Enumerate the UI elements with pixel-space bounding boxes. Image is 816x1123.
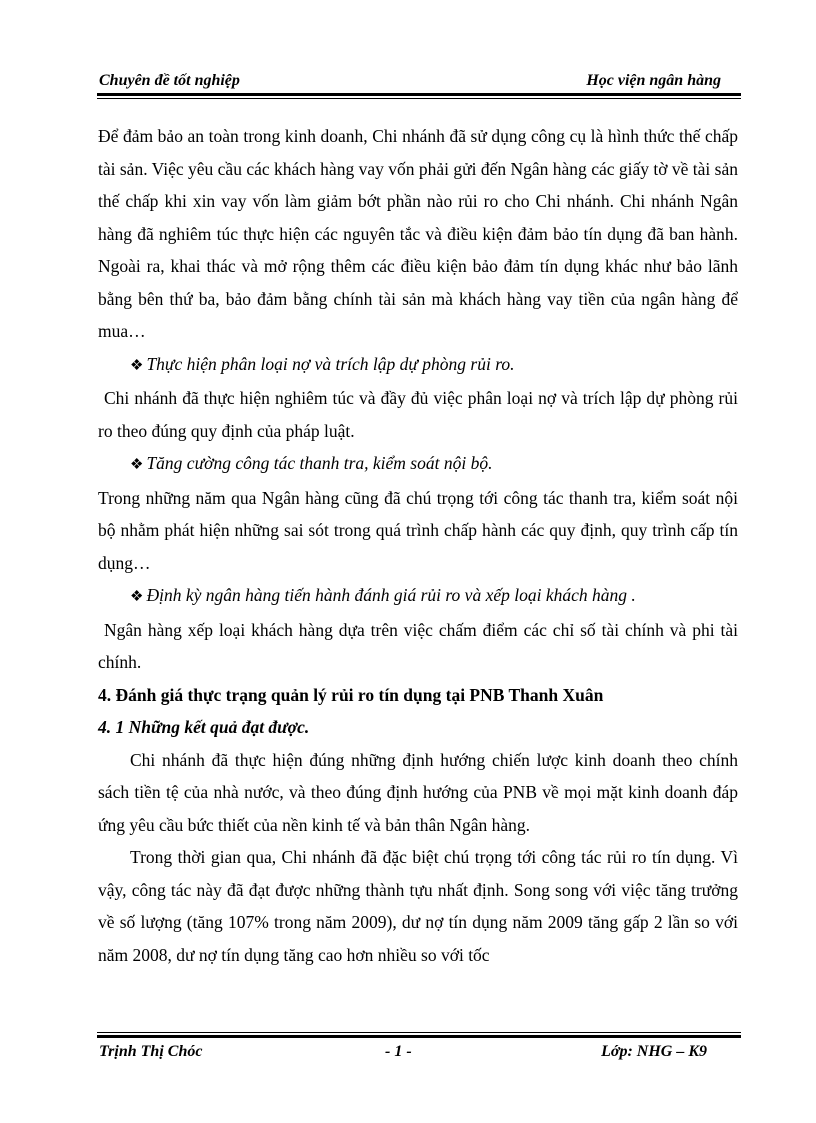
- paragraph-customer-rating: Ngân hàng xếp loại khách hàng dựa trên việc chấm điểm các chỉ số tài chính và phi tài chính.: [98, 619, 738, 672]
- bullet-inspection: [98, 447, 738, 482]
- diamond-bullet-icon: ❖: [130, 589, 144, 605]
- page-content: [98, 120, 738, 971]
- paragraph-achievements: Trong thời gian qua, Chi nhánh đã đặc biệt chú trọng tới công tác rủi ro tín dụng. Vì vậy, công tác này đã đạt được những thành tựu nhất định. Song song với việc tăng trưởng về số lượng (tăng 107% trong năm 2009), dư nợ tín dụng năm 2009 tăng gấp 2 lần so với năm 2008, dư nợ tín dụng tăng cao hơn nhiều so với tốc: [98, 847, 738, 965]
- diamond-bullet-icon: ❖: [130, 357, 144, 374]
- footer-class: Lớp: NHG – K9: [601, 1043, 707, 1060]
- paragraph-inspection: Trong những năm qua Ngân hàng cũng đã chú trọng tới công tác thanh tra, kiểm soát nội bộ nhằm phát hiện những sai sót trong quá trình chấp hành các quy định, quy trình cấp tín dụng…: [98, 487, 738, 573]
- page-header: [97, 70, 737, 92]
- bullet-debt-classification: [98, 348, 738, 383]
- header-document-type: Chuyên đề tốt nghiệp: [99, 72, 240, 89]
- bullet-text: Thực hiện phân loại nợ và trích lập dự phòng rủi ro.: [146, 353, 515, 374]
- diamond-bullet-icon: ❖: [130, 457, 144, 473]
- footer-page-number: - 1 -: [385, 1043, 412, 1060]
- paragraph-debt-classification: Chi nhánh đã thực hiện nghiêm túc và đầy đủ việc phân loại nợ và trích lập dự phòng rủi ro theo đúng quy định của pháp luật.: [98, 388, 738, 441]
- section-heading: 4. Đánh giá thực trạng quản lý rủi ro tín dụng tại PNB Thanh Xuân: [98, 684, 604, 705]
- paragraph-collateral: Để đảm bảo an toàn trong kinh doanh, Chi nhánh đã sử dụng công cụ là hình thức thế chấp tài sản. Việc yêu cầu các khách hàng vay vốn phải gửi đến Ngân hàng các giấy tờ về tài sản thế chấp khi xin vay vốn làm giảm bớt phần nào rủi ro cho Chi nhánh. Chi nhánh Ngân hàng đã nghiêm túc thực hiện các nguyên tắc và điều kiện đảm bảo tín dụng đã ban hành. Ngoài ra, khai thác và mở rộng thêm các điều kiện bảo đảm tín dụng khác như bảo lãnh bằng bên thứ ba, bảo đảm bằng chính tài sản mà khách hàng vay tiền của ngân hàng để mua…: [98, 126, 738, 341]
- footer-rule-thick: [97, 1035, 741, 1038]
- paragraph-strategy: Chi nhánh đã thực hiện đúng những định hướng chiến lược kinh doanh theo chính sách tiền tệ của nhà nước, và theo đúng định hướng của PNB về mọi mặt kinh doanh đáp ứng yêu cầu bức thiết của nền kinh tế và bản thân Ngân hàng.: [98, 749, 738, 835]
- header-rule-thick: [97, 93, 741, 96]
- subsection-heading: 4. 1 Những kết quả đạt được.: [98, 717, 310, 737]
- footer-author: Trịnh Thị Chóc: [99, 1043, 203, 1060]
- header-rule-thin: [97, 98, 741, 99]
- bullet-text: Tăng cường công tác thanh tra, kiểm soát nội bộ.: [146, 453, 493, 473]
- header-institution: Học viện ngân hàng: [586, 72, 721, 89]
- bullet-text: Định kỳ ngân hàng tiến hành đánh giá rủi ro và xếp loại khách hàng .: [146, 585, 636, 605]
- footer-rule-thin: [97, 1032, 741, 1033]
- bullet-risk-assessment: [98, 579, 738, 614]
- page-footer: [97, 1043, 737, 1065]
